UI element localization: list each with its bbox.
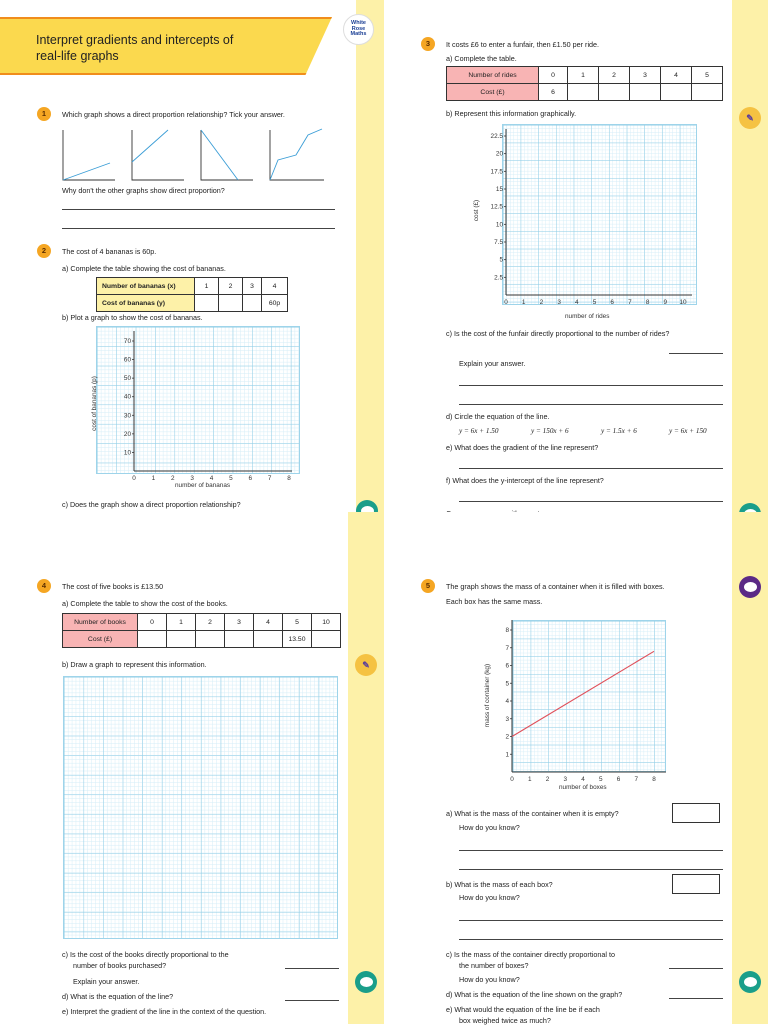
y-tick-label: 20 (123, 430, 131, 438)
x-tick-label: 6 (610, 299, 614, 306)
question-text: The graph shows the mass of a container when it is filled with boxes. (446, 582, 665, 591)
x-tick-label: 4 (575, 299, 579, 306)
y-tick-label: 2 (505, 733, 509, 741)
x-tick-label: 2 (170, 475, 175, 482)
table-cell: 3 (225, 614, 254, 631)
table-cell-input[interactable] (254, 631, 283, 648)
question-number: 3 (421, 37, 435, 51)
logo-text: White (351, 19, 366, 26)
pencil-icon: ✎ (355, 654, 377, 676)
y-tick-label: 2.5 (494, 274, 503, 282)
x-tick-label: 3 (190, 475, 194, 482)
table-cell-input[interactable] (312, 631, 341, 648)
y-tick-label: 7 (505, 644, 509, 652)
answer-line[interactable] (459, 385, 723, 386)
x-tick-label: 7 (267, 475, 272, 482)
table-cell-input[interactable] (195, 295, 219, 312)
question-part: d) What is the equation of the line? (62, 992, 174, 1001)
answer-box[interactable] (672, 803, 720, 823)
graph-axes-funfair (484, 124, 704, 316)
table-cell-input[interactable] (219, 295, 243, 312)
question-part: b) Plot a graph to show the cost of bananas. (62, 313, 203, 322)
answer-line[interactable] (459, 869, 723, 870)
table-cell: 13.50 (283, 631, 312, 648)
graph-container-mass (494, 616, 674, 788)
y-tick-label: 50 (123, 375, 131, 383)
y-tick-label: 40 (123, 393, 131, 401)
x-tick-label: 1 (151, 475, 156, 482)
bananas-table (96, 277, 288, 312)
table-cell: 2 (599, 67, 630, 84)
white-rose-maths-logo (343, 14, 374, 45)
y-tick-label: 6 (505, 662, 509, 670)
x-tick-label: 3 (557, 299, 561, 306)
x-tick-label: 0 (510, 776, 514, 783)
worksheet-page-1 (0, 0, 384, 512)
y-tick-label: 60 (123, 356, 131, 364)
logo-text: Maths (350, 31, 367, 38)
x-tick-label: 2 (545, 776, 550, 783)
question-part: c) Is the cost of the funfair directly proportional to the number of rides? (446, 329, 670, 338)
y-tick-label: 10 (123, 449, 131, 457)
answer-line[interactable] (285, 968, 339, 969)
worksheet-page-3 (0, 512, 384, 1024)
table-cell-input[interactable] (196, 631, 225, 648)
q1-mini-graphs[interactable] (60, 125, 340, 183)
answer-line[interactable] (285, 1000, 339, 1001)
answer-line[interactable] (62, 228, 335, 229)
question-number: 1 (37, 107, 51, 121)
x-axis-label: number of boxes (559, 784, 607, 791)
question-part: a) What is the mass of the container when it is empty? (446, 809, 619, 818)
series-line (512, 651, 654, 736)
y-tick-label: 1 (505, 751, 509, 759)
x-tick-label: 5 (598, 776, 603, 783)
question-text: How do you know? (459, 893, 520, 902)
table-cell-input[interactable] (243, 295, 262, 312)
margin-strip (356, 0, 384, 512)
y-tick-label: 30 (123, 412, 131, 420)
question-text: The cost of five books is £13.50 (62, 582, 164, 591)
y-tick-label: 17.5 (490, 168, 503, 176)
answer-line[interactable] (459, 920, 723, 921)
x-tick-label: 8 (287, 475, 291, 482)
page-title-line1: Interpret gradients and intercepts of (36, 33, 234, 47)
question-part: a) Complete the table. (446, 54, 517, 63)
table-header: Number of rides (447, 67, 539, 84)
question-number: 2 (37, 244, 51, 258)
answer-line[interactable] (459, 468, 723, 469)
table-header: Cost (£) (447, 84, 539, 101)
question-text: Which graph shows a direct proportion relationship? Tick your answer. (62, 110, 285, 119)
question-part: c) Is the cost of the books directly proportional to the (62, 950, 229, 959)
table-cell: 0 (539, 67, 568, 84)
question-text: Explain your answer. (459, 359, 526, 368)
table-cell-input[interactable] (225, 631, 254, 648)
y-tick-label: 8 (505, 627, 509, 634)
y-tick-label: 20 (495, 150, 503, 158)
y-tick-label: 7.5 (494, 239, 503, 246)
question-text: Each box has the same mass. (446, 597, 543, 606)
answer-box[interactable] (672, 874, 720, 894)
table-cell-input[interactable] (692, 84, 723, 101)
margin-strip (348, 512, 384, 1024)
x-tick-label: 8 (645, 299, 650, 306)
question-part: f) What does the y-intercept of the line represent? (446, 476, 604, 485)
question-text: It costs £6 to enter a funfair, then £1.50 per ride. (446, 40, 600, 49)
x-axis-label: number of bananas (175, 482, 231, 489)
x-tick-label: 10 (679, 299, 687, 306)
table-cell: 10 (312, 614, 341, 631)
question-part: b) Draw a graph to represent this information. (62, 660, 207, 669)
y-tick-label: 5 (505, 680, 509, 688)
table-cell: 0 (138, 614, 167, 631)
table-cell: 4 (661, 67, 692, 84)
logo-text: Rose (351, 25, 366, 32)
table-cell: 3 (243, 278, 262, 295)
equation-option[interactable]: y = 1.5x + 6 (601, 427, 637, 435)
worksheet-page-2 (384, 0, 768, 512)
table-cell-input[interactable] (138, 631, 167, 648)
answer-line[interactable] (62, 209, 335, 210)
x-tick-label: 4 (581, 776, 585, 783)
table-cell-input[interactable] (599, 84, 630, 101)
question-part: box weighed twice as much? (459, 1016, 551, 1025)
question-part: number of books purchased? (73, 961, 167, 970)
x-tick-label: 7 (628, 299, 632, 306)
answer-line[interactable] (459, 501, 723, 502)
table-cell: 4 (262, 278, 288, 295)
question-part: b) What is the mass of each box? (446, 880, 553, 889)
question-part: c) Is the mass of the container directly proportional to (446, 950, 615, 959)
table-cell: 2 (219, 278, 243, 295)
table-cell-input[interactable] (568, 84, 599, 101)
answer-line[interactable] (669, 968, 723, 969)
question-part: b) Represent this information graphically. (446, 109, 577, 118)
y-tick-label: 5 (499, 256, 503, 264)
funfair-table (446, 66, 723, 101)
answer-line[interactable] (669, 353, 723, 354)
table-cell: 1 (568, 67, 599, 84)
table-cell: 5 (692, 67, 723, 84)
question-part: e) What would the equation of the line be if each (446, 1005, 600, 1014)
question-part: d) What is the equation of the line shown on the graph? (446, 990, 623, 999)
y-axis-label: mass of container (kg) (484, 663, 492, 728)
x-tick-label: 3 (563, 776, 568, 783)
question-part: a) Complete the table showing the cost of bananas. (62, 264, 226, 273)
x-tick-label: 6 (616, 776, 621, 783)
x-axis-label: number of rides (565, 313, 610, 320)
table-cell: 6 (539, 84, 568, 101)
table-cell: 4 (254, 614, 283, 631)
equation-option[interactable]: y = 6x + 150 (669, 427, 707, 435)
question-number: 4 (37, 579, 51, 593)
books-table (62, 613, 341, 648)
answer-line[interactable] (459, 850, 723, 851)
question-text: Why don't the other graphs show direct proportion? (62, 186, 225, 195)
table-cell: 1 (195, 278, 219, 295)
y-tick-label: 22.5 (490, 133, 503, 140)
x-tick-label: 9 (663, 299, 668, 306)
y-tick-label: 70 (123, 338, 131, 345)
x-tick-label: 8 (652, 776, 656, 783)
worksheet-page-4 (384, 512, 768, 1024)
y-axis-label: cost of bananas (p) (90, 376, 98, 431)
x-tick-label: 1 (527, 776, 532, 783)
think-bubble-icon (739, 576, 761, 598)
x-tick-label: 5 (229, 475, 233, 482)
question-part: a) Complete the table to show the cost of the books. (62, 599, 228, 608)
y-tick-label: 3 (505, 715, 509, 723)
question-text: The cost of 4 bananas is 60p. (62, 247, 157, 256)
table-cell-input[interactable] (661, 84, 692, 101)
discuss-speech-icon (739, 971, 761, 993)
question-part: e) What does the gradient of the line represent? (446, 443, 599, 452)
table-cell: 2 (196, 614, 225, 631)
question-text: How do you know? (459, 823, 520, 832)
answer-line[interactable] (459, 404, 723, 405)
x-tick-label: 4 (209, 475, 214, 482)
x-tick-label: 1 (521, 299, 526, 306)
question-text: How do you know? (459, 975, 520, 984)
x-tick-label: 6 (248, 475, 253, 482)
blank-graph-grid-books[interactable] (63, 676, 338, 939)
y-axis-label: cost (£) (473, 199, 481, 222)
question-text: Explain your answer. (73, 977, 140, 986)
table-cell-input[interactable] (167, 631, 196, 648)
equation-option[interactable]: y = 6x + 1.50 (459, 427, 499, 435)
pencil-icon: ✎ (739, 107, 761, 129)
discuss-speech-icon (355, 971, 377, 993)
table-cell: 1 (167, 614, 196, 631)
answer-line[interactable] (669, 998, 723, 999)
y-tick-label: 10 (495, 221, 503, 229)
page-title-line2: real-life graphs (36, 49, 119, 63)
x-tick-label: 7 (634, 776, 639, 783)
y-tick-label: 4 (505, 698, 509, 705)
question-part: e) Interpret the gradient of the line in the context of the question. (62, 1007, 267, 1016)
question-number: 5 (421, 579, 435, 593)
table-header: Cost (£) (63, 631, 138, 648)
x-tick-label: 2 (539, 299, 544, 306)
question-part: d) Circle the equation of the line. (446, 412, 550, 421)
y-tick-label: 12.5 (490, 203, 503, 211)
table-header: Cost of bananas (y) (97, 295, 195, 312)
margin-strip (732, 0, 768, 512)
table-cell: 5 (283, 614, 312, 631)
question-part: c) Does the graph show a direct proportion relationship? (62, 500, 241, 509)
equation-option[interactable]: y = 150x + 6 (531, 427, 569, 435)
y-tick-label: 15 (495, 186, 503, 193)
x-tick-label: 0 (132, 475, 136, 482)
question-part: the number of boxes? (459, 961, 529, 970)
x-tick-label: 5 (592, 299, 597, 306)
table-header: Number of bananas (x) (97, 278, 195, 295)
x-tick-label: 0 (504, 299, 508, 306)
graph-axes-bananas (96, 326, 306, 496)
table-header: Number of books (63, 614, 138, 631)
table-cell: 3 (630, 67, 661, 84)
table-cell: 60p (262, 295, 288, 312)
answer-line[interactable] (459, 939, 723, 940)
table-cell-input[interactable] (630, 84, 661, 101)
